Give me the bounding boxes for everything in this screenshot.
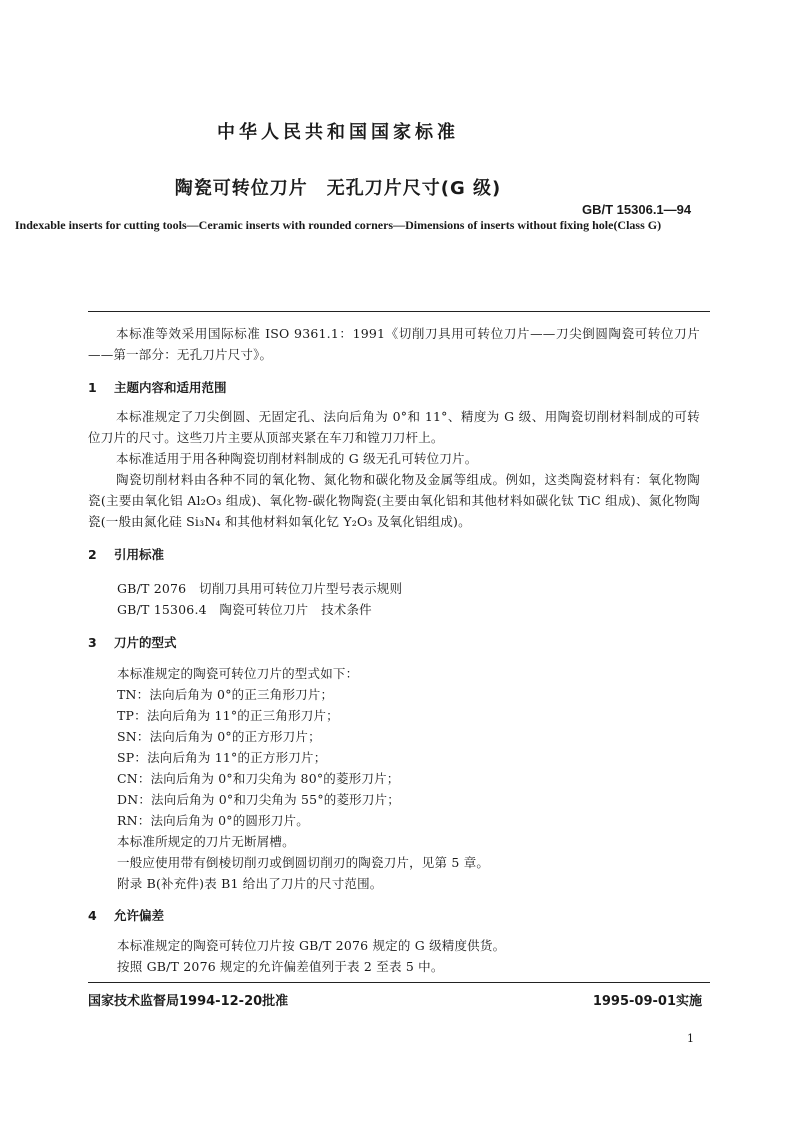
section-3-line: DN：法向后角为 0°和刀尖角为 55°的菱形刀片；: [117, 792, 400, 807]
document-title: 陶瓷可转位刀片 无孔刀片尺寸(G 级): [174, 178, 502, 199]
section-3-line: SN：法向后角为 0°的正方形刀片；: [117, 729, 321, 744]
section-1-heading: [88, 378, 227, 396]
section-4-title: 允许偏差: [114, 908, 165, 923]
english-title: Indexable inserts for cutting tools—Ceramic inserts with rounded corners—Dimensions of inserts without fixing hole(Class G): [14, 218, 662, 232]
section-2-title: 引用标准: [114, 547, 165, 562]
section-1-paragraph-3: 陶瓷切削材料由各种不同的氧化物、氮化物和碳化物及金属等组成。例如，这类陶瓷材料有：氧化物陶瓷(主要由氧化铝 Al₂O₃ 组成)、氧化物-碳化物陶瓷(主要由氧化铝和其他材料如碳化钛 TiC 组成)、氮化物陶瓷(一般由氮化硅 Si₃N₄ 和其他材料如氧化钇 Y₂O₃ 及氧化铝组成)。: [88, 472, 700, 529]
section-3-line: 本标准所规定的刀片无断屑槽。: [117, 834, 295, 849]
section-3-number: 3: [88, 635, 97, 650]
footer-divider: [88, 982, 710, 983]
section-4-line: 按照 GB/T 2076 规定的允许偏差值列于表 2 至表 5 中。: [117, 959, 444, 974]
approval-date: 国家技术监督局1994-12-20批准: [88, 994, 289, 1009]
section-3-line: 本标准规定的陶瓷可转位刀片的型式如下：: [117, 666, 359, 681]
section-1-title: 主题内容和适用范围: [114, 380, 227, 395]
section-3-line: RN：法向后角为 0°的圆形刀片。: [117, 813, 309, 828]
section-3-line: SP：法向后角为 11°的正方形刀片；: [117, 750, 327, 765]
section-3-line: 附录 B(补充件)表 B1 给出了刀片的尺寸范围。: [117, 876, 383, 891]
reference-item: GB/T 2076 切削刀具用可转位刀片型号表示规则: [117, 581, 403, 596]
reference-item: GB/T 15306.4 陶瓷可转位刀片 技术条件: [117, 602, 372, 617]
header-divider: [88, 311, 710, 312]
section-4-line: 本标准规定的陶瓷可转位刀片按 GB/T 2076 规定的 G 级精度供货。: [117, 938, 506, 953]
section-2-heading: [88, 545, 164, 563]
section-3-title: 刀片的型式: [114, 635, 177, 650]
intro-paragraph: 本标准等效采用国际标准 ISO 9361.1：1991《切削刀具用可转位刀片——刀尖倒圆陶瓷可转位刀片——第一部分：无孔刀片尺寸》。: [88, 326, 700, 362]
section-3-line: TP：法向后角为 11°的正三角形刀片；: [117, 708, 339, 723]
section-1-paragraph-2: 本标准适用于用各种陶瓷切削材料制成的 G 级无孔可转位刀片。: [116, 451, 478, 466]
section-1-number: 1: [88, 380, 97, 395]
section-3-line: TN：法向后角为 0°的正三角形刀片；: [117, 687, 334, 702]
section-3-heading: [88, 633, 177, 651]
section-3-line: CN：法向后角为 0°和刀尖角为 80°的菱形刀片；: [117, 771, 400, 786]
standard-code: GB/T 15306.1—94: [582, 202, 692, 217]
effective-date: 1995-09-01实施: [592, 994, 702, 1009]
org-title: 中华人民共和国国家标准: [217, 122, 459, 143]
section-2-number: 2: [88, 547, 97, 562]
page-number: 1: [687, 1032, 694, 1045]
section-1-paragraph-1: 本标准规定了刀尖倒圆、无固定孔、法向后角为 0°和 11°、精度为 G 级、用陶瓷切削材料制成的可转位刀片的尺寸。这些刀片主要从顶部夹紧在车刀和镗刀刀杆上。: [88, 409, 700, 445]
section-3-line: 一般应使用带有倒棱切削刃或倒圆切削刃的陶瓷刀片，见第 5 章。: [117, 855, 490, 870]
section-4-heading: [88, 906, 164, 924]
section-4-number: 4: [88, 908, 97, 923]
